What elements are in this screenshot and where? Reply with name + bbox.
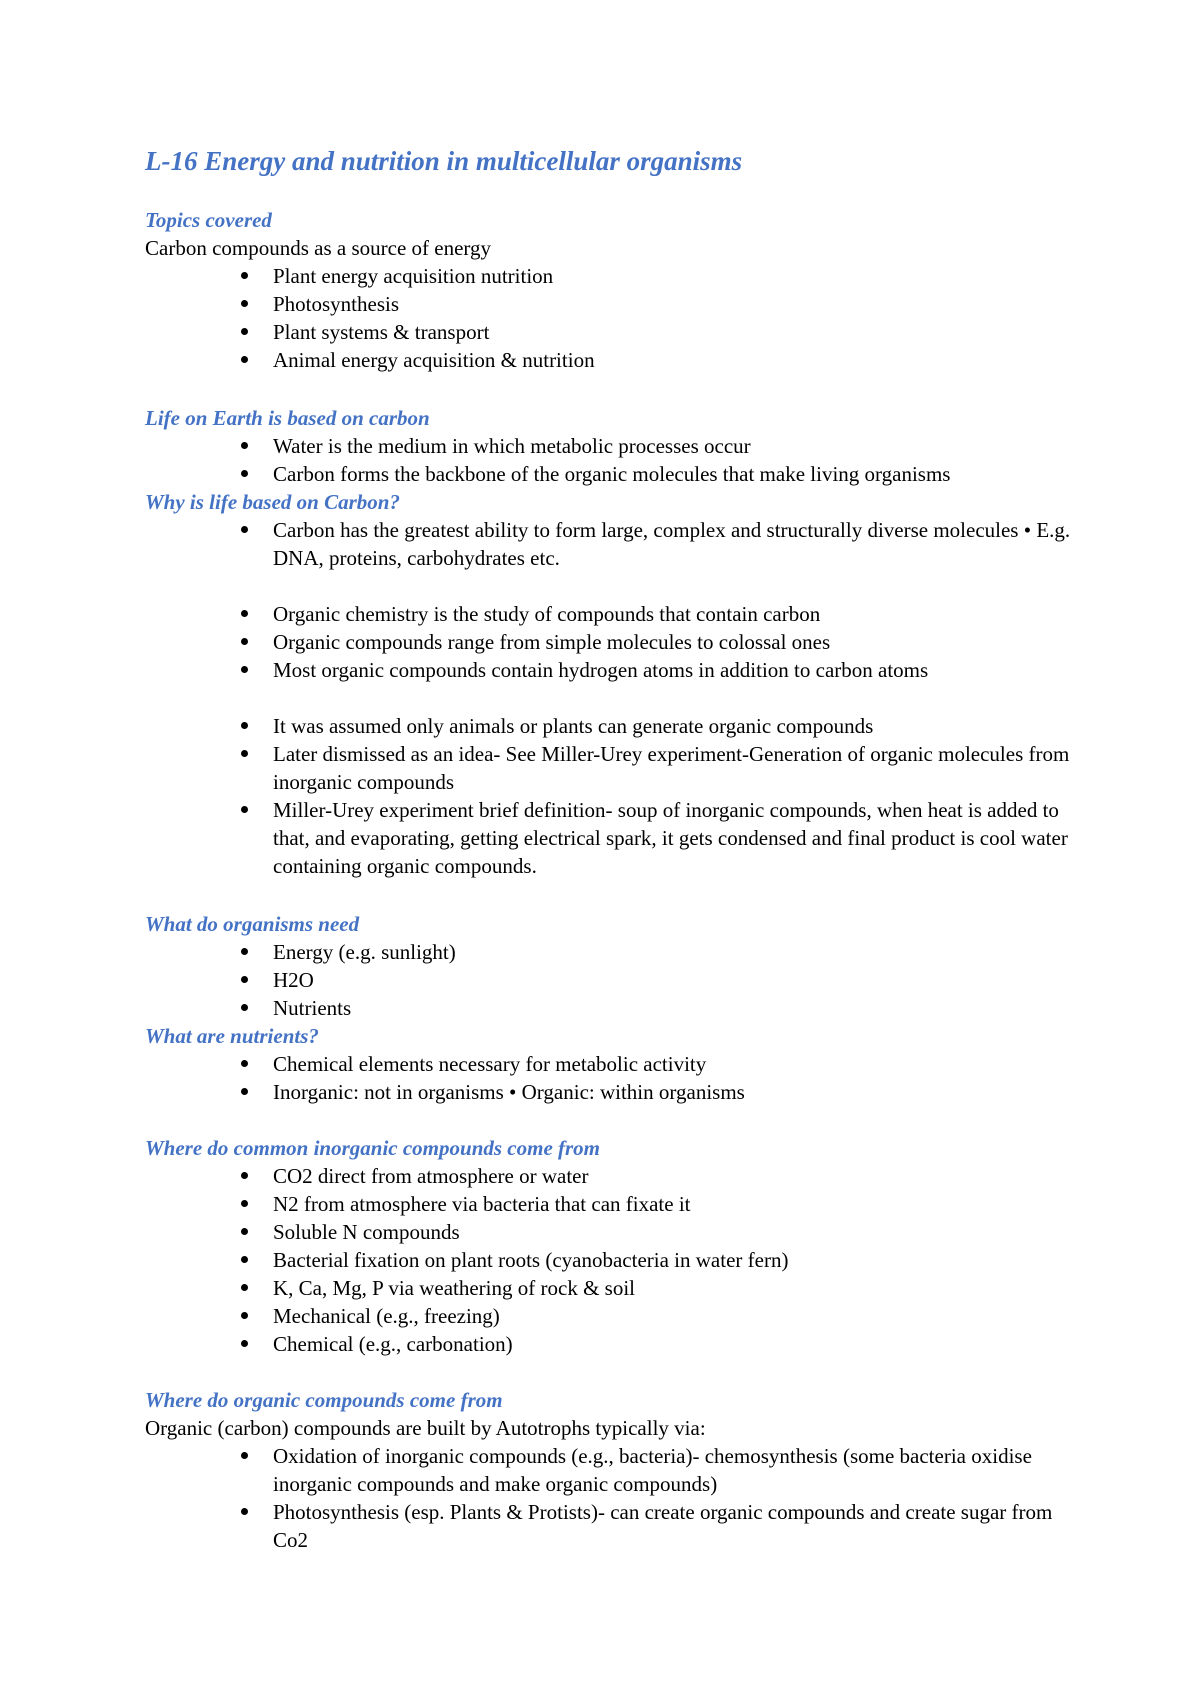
bullet-item — [145, 740, 1073, 796]
bullet-icon — [241, 442, 248, 449]
bullet-list — [145, 516, 1145, 572]
bullet-text: Photosynthesis — [273, 292, 400, 316]
bullet-text: Organic chemistry is the study of compounds that contain carbon — [273, 602, 821, 626]
bullet-list — [145, 600, 1145, 684]
section-organisms-need — [145, 910, 1145, 1106]
bullet-icon — [241, 526, 248, 533]
bullet-text: Photosynthesis (esp. Plants & Protists)- can create organic compounds and create sugar from Co2 — [273, 1500, 1053, 1552]
bullet-item — [145, 712, 1073, 740]
bullet-text: K, Ca, Mg, P via weathering of rock & soil — [273, 1276, 635, 1300]
bullet-icon — [241, 1004, 248, 1011]
bullet-icon — [241, 272, 248, 279]
bullet-item — [145, 628, 1073, 656]
section-heading: Where do common inorganic compounds come from — [145, 1136, 601, 1160]
bullet-text: Most organic compounds contain hydrogen atoms in addition to carbon atoms — [273, 658, 929, 682]
bullet-icon — [241, 328, 248, 335]
document-title: L-16 Energy and nutrition in multicellular organisms — [145, 146, 743, 176]
bullet-text: Later dismissed as an idea- See Miller-Urey experiment-Generation of organic molecules from inorganic compounds — [273, 742, 1070, 794]
bullet-item — [145, 1190, 1073, 1218]
bullet-item — [145, 516, 1073, 572]
bullet-text: It was assumed only animals or plants can generate organic compounds — [273, 714, 874, 738]
bullet-item — [145, 318, 1073, 346]
bullet-icon — [241, 1284, 248, 1291]
bullet-icon — [241, 1172, 248, 1179]
bullet-text: Chemical elements necessary for metabolic activity — [273, 1052, 707, 1076]
bullet-icon — [241, 948, 248, 955]
bullet-item — [145, 1246, 1073, 1274]
bullet-item — [145, 432, 1073, 460]
bullet-item — [145, 346, 1073, 374]
section-heading: Why is life based on Carbon? — [145, 490, 400, 514]
bullet-icon — [241, 1060, 248, 1067]
intro-text: Organic (carbon) compounds are built by Autotrophs typically via: — [145, 1416, 706, 1440]
bullet-text: Animal energy acquisition & nutrition — [273, 348, 595, 372]
bullet-icon — [241, 1508, 248, 1515]
bullet-list — [145, 262, 1145, 374]
bullet-text: H2O — [273, 968, 314, 992]
bullet-icon — [241, 638, 248, 645]
bullet-list — [145, 712, 1145, 880]
bullet-icon — [241, 1228, 248, 1235]
bullet-icon — [241, 976, 248, 983]
section-life-carbon — [145, 404, 1145, 880]
bullet-text: Soluble N compounds — [273, 1220, 460, 1244]
bullet-icon — [241, 470, 248, 477]
bullet-text: Miller-Urey experiment brief definition- soup of inorganic compounds, when heat is added to that, and evaporating, getting electrical spark, it gets condensed and final product is cool water containing organic compounds. — [273, 798, 1068, 878]
bullet-icon — [241, 750, 248, 757]
bullet-text: Water is the medium in which metabolic processes occur — [273, 434, 751, 458]
bullet-item — [145, 262, 1073, 290]
section-organic — [145, 1386, 1145, 1554]
section-heading: Life on Earth is based on carbon — [145, 406, 430, 430]
bullet-text: Plant energy acquisition nutrition — [273, 264, 554, 288]
bullet-icon — [241, 1312, 248, 1319]
bullet-item — [145, 1078, 1073, 1106]
bullet-text: Nutrients — [273, 996, 352, 1020]
bullet-text: Plant systems & transport — [273, 320, 490, 344]
section-heading: What are nutrients? — [145, 1024, 319, 1048]
bullet-icon — [241, 610, 248, 617]
bullet-item — [145, 1050, 1073, 1078]
bullet-item — [145, 994, 1073, 1022]
bullet-item — [145, 966, 1073, 994]
bullet-list — [145, 938, 1145, 1022]
section-topics — [145, 206, 1145, 374]
bullet-icon — [241, 1256, 248, 1263]
bullet-text: Organic compounds range from simple molecules to colossal ones — [273, 630, 831, 654]
section-heading: Where do organic compounds come from — [145, 1388, 503, 1412]
bullet-text: Oxidation of inorganic compounds (e.g., bacteria)- chemosynthesis (some bacteria oxidise inorganic compounds and make organic compounds) — [273, 1444, 1032, 1496]
bullet-text: Energy (e.g. sunlight) — [273, 940, 456, 964]
bullet-icon — [241, 1088, 248, 1095]
bullet-list — [145, 1050, 1145, 1106]
section-heading: What do organisms need — [145, 912, 360, 936]
section-inorganic — [145, 1134, 1145, 1358]
bullet-icon — [241, 1340, 248, 1347]
bullet-text: CO2 direct from atmosphere or water — [273, 1164, 589, 1188]
intro-text: Carbon compounds as a source of energy — [145, 236, 492, 260]
bullet-item — [145, 1330, 1073, 1358]
bullet-list — [145, 432, 1145, 488]
bullet-text: Carbon has the greatest ability to form large, complex and structurally diverse molecules • E.g. DNA, proteins, carbohydrates etc. — [273, 518, 1071, 570]
bullet-item — [145, 796, 1073, 880]
bullet-text: N2 from atmosphere via bacteria that can fixate it — [273, 1192, 691, 1216]
bullet-item — [145, 1274, 1073, 1302]
bullet-list — [145, 1442, 1145, 1554]
bullet-item — [145, 1302, 1073, 1330]
section-heading: Topics covered — [145, 208, 272, 232]
bullet-item — [145, 1162, 1073, 1190]
bullet-icon — [241, 1452, 248, 1459]
bullet-item — [145, 460, 1073, 488]
bullet-item — [145, 938, 1073, 966]
bullet-item — [145, 656, 1073, 684]
bullet-item — [145, 290, 1073, 318]
bullet-text: Inorganic: not in organisms • Organic: within organisms — [273, 1080, 745, 1104]
bullet-item — [145, 600, 1073, 628]
bullet-icon — [241, 356, 248, 363]
bullet-item — [145, 1218, 1073, 1246]
bullet-icon — [241, 1200, 248, 1207]
bullet-icon — [241, 722, 248, 729]
bullet-text: Bacterial fixation on plant roots (cyanobacteria in water fern) — [273, 1248, 789, 1272]
bullet-text: Carbon forms the backbone of the organic molecules that make living organisms — [273, 462, 951, 486]
bullet-list — [145, 1162, 1145, 1358]
bullet-icon — [241, 300, 248, 307]
bullet-item — [145, 1498, 1073, 1554]
bullet-item — [145, 1442, 1073, 1498]
bullet-text: Mechanical (e.g., freezing) — [273, 1304, 500, 1328]
bullet-icon — [241, 806, 248, 813]
bullet-text: Chemical (e.g., carbonation) — [273, 1332, 513, 1356]
bullet-icon — [241, 666, 248, 673]
